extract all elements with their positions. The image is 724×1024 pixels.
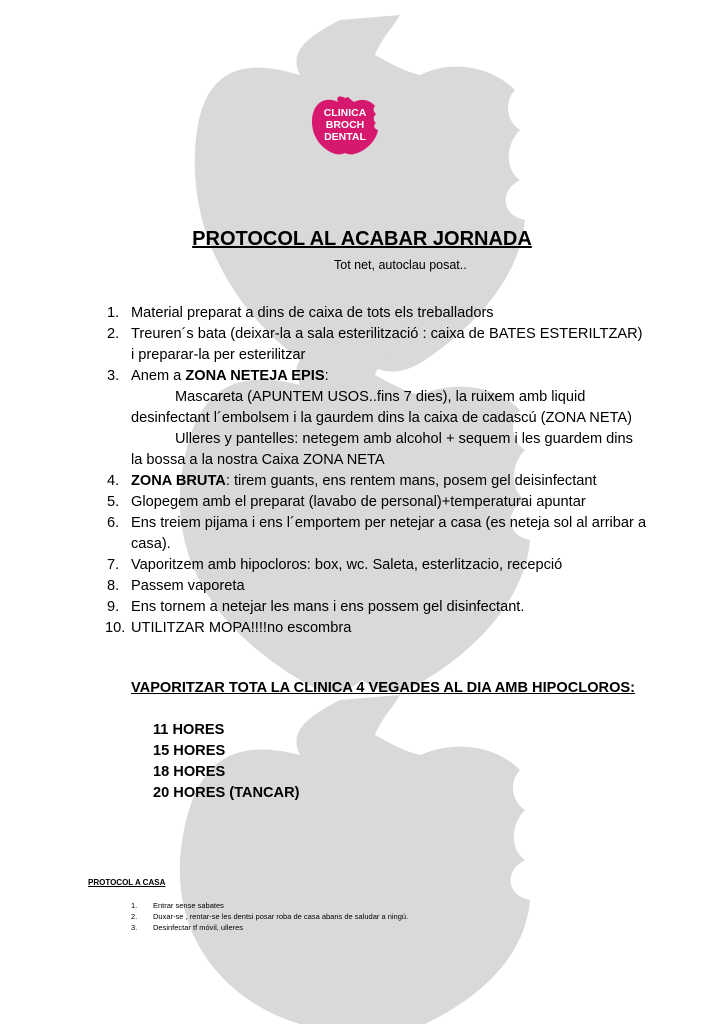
hours-list [153,720,300,804]
list-item: 5. Glopegem amb el preparat (lavabo de personal)+temperaturai apuntar [107,494,586,510]
list-item: 9. Ens tornem a netejar les mans i ens possem gel disinfectant. [107,599,525,615]
list-item: 3. Anem a ZONA NETEJA EPIS: Mascareta (APUNTEM USOS..fins 7 dies), la ruixem amb liquid desinfectant l´embolsem i la gaurdem dins la caixa de cadascú (ZONA NETA) Ulleres y pantelles: netegem amb alcohol + sequem i les guardem dins la bossa a la nostra Caixa ZONA NETA [107,366,647,471]
sub-item-mascareta: Mascareta (APUNTEM USOS..fins 7 dies), la ruixem amb liquid desinfectant l´embolsem i la gaurdem dins la caixa de cadascú (ZONA NETA) [131,389,632,426]
logo-line-2: BROCH [325,119,365,131]
list-item: 1. Entrar sense sabates [131,901,224,910]
hour-item: 18 HORES [153,764,226,780]
list-item: 8. Passem vaporeta [107,578,245,594]
logo-line-1: CLINICA [323,107,367,119]
steps-list [107,303,647,639]
vaporize-heading: VAPORITZAR TOTA LA CLINICA 4 VEGADES AL DIA AMB HIPOCLOROS: [131,680,636,696]
hour-item: 15 HORES [153,743,226,759]
clinic-logo [308,92,382,156]
list-item: 10. UTILITZAR MOPA!!!!no escombra [105,620,352,636]
sub-item-ulleres: Ulleres y pantelles: netegem amb alcohol + sequem i les guardem dins la bossa a la nostra Caixa ZONA NETA [131,431,633,468]
list-item: 3. Desinfectar tf móvil, ulleres [131,923,244,932]
list-item: 4. ZONA BRUTA: tirem guants, ens rentem mans, posem gel deisinfectant [107,473,597,489]
apple-logo-icon [308,92,382,156]
list-item: 7. Vaporitzem amb hipocloros: box, wc. Saleta, esterlitzacio, recepció [107,557,563,573]
hour-item: 11 HORES [153,722,225,738]
home-protocol-title: PROTOCOL A CASA [88,878,166,887]
list-item: 2. Duxar-se , rentar-se les dentsi posar roba de casa abans de saludar a ningú. [131,912,409,921]
document-subtitle: Tot net, autoclau posat.. [334,258,467,272]
list-item: 1. Material preparat a dins de caixa de tots els treballadors [107,305,494,321]
list-item: 6. Ens treiem pijama i ens l´emportem per netejar a casa (es neteja sol al arribar a casa). [107,515,647,552]
logo-line-3: DENTAL [324,131,366,143]
document-title: PROTOCOL AL ACABAR JORNADA [192,228,532,250]
home-protocol-list [131,900,408,933]
list-item: 2. Treuren´s bata (deixar-la a sala esterilització : caixa de BATES ESTERILTZAR) i preparar-la per esterilitzar [107,326,643,363]
hour-item: 20 HORES (TANCAR) [153,785,300,801]
